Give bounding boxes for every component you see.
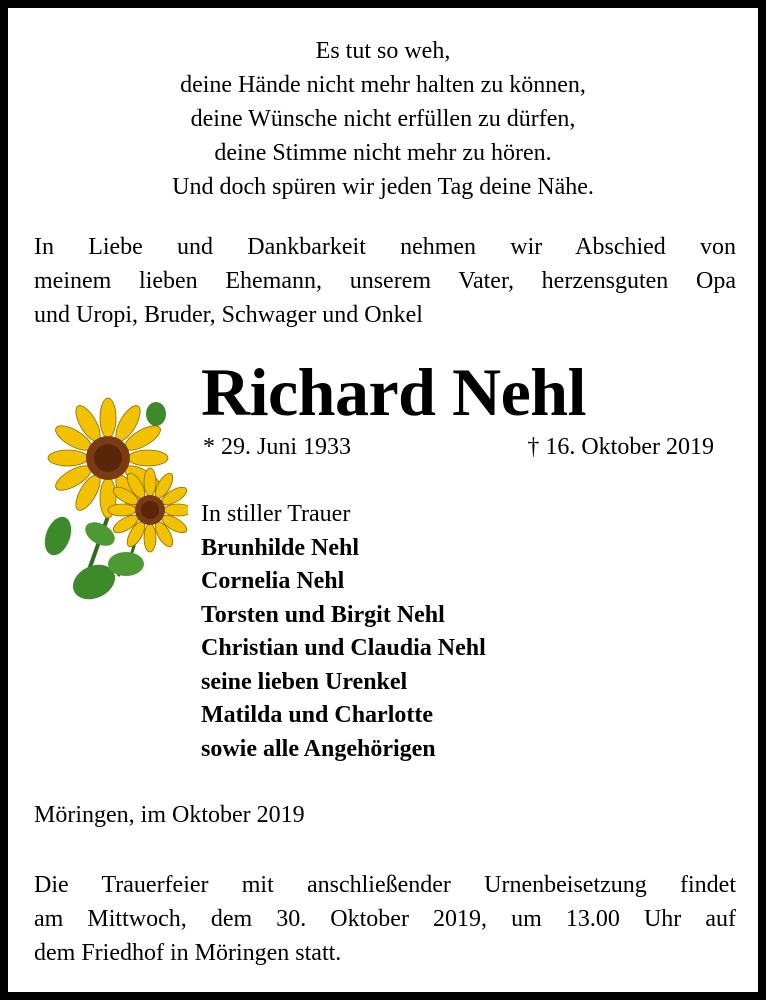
mourner-name: seine lieben Urenkel xyxy=(201,668,408,695)
poem-line: deine Stimme nicht mehr zu hören. xyxy=(214,140,552,166)
poem-line: deine Hände nicht mehr halten zu können, xyxy=(180,72,586,98)
intro-text xyxy=(34,230,736,332)
poem-line: deine Wünsche nicht erfüllen zu dürfen, xyxy=(190,106,576,132)
intro-line: meinem lieben Ehemann, unserem Vater, herzensguten Opa xyxy=(34,268,736,294)
mourners-heading: In stiller Trauer xyxy=(201,501,351,527)
death-date: † 16. Oktober 2019 xyxy=(527,434,714,460)
service-info xyxy=(34,868,736,970)
intro-line: und Uropi, Bruder, Schwager und Onkel xyxy=(34,302,423,328)
poem-line: Es tut so weh, xyxy=(315,38,451,64)
mourner-name: Brunhilde Nehl xyxy=(201,534,360,561)
mourner-name: Torsten und Birgit Nehl xyxy=(201,601,445,628)
service-line: am Mittwoch, dem 30. Oktober 2019, um 13.00 Uhr auf xyxy=(34,906,736,932)
mourner-name: Cornelia Nehl xyxy=(201,568,345,594)
obituary-notice xyxy=(8,8,758,992)
service-line: dem Friedhof in Möringen statt. xyxy=(34,940,342,966)
poem xyxy=(8,34,758,204)
deceased-name: Richard Nehl xyxy=(201,354,586,430)
sunflower-icon xyxy=(38,386,188,606)
mourner-name: Christian und Claudia Nehl xyxy=(201,635,486,661)
intro-line: In Liebe und Dankbarkeit nehmen wir Abschied von xyxy=(34,234,736,260)
mourner-name: sowie alle Angehörigen xyxy=(201,735,436,762)
birth-date: * 29. Juni 1933 xyxy=(203,434,352,460)
service-line: Die Trauerfeier mit anschließender Urnenbeisetzung findet xyxy=(34,872,736,898)
mourners-list xyxy=(201,498,486,766)
poem-line: Und doch spüren wir jeden Tag deine Nähe. xyxy=(172,174,594,200)
place-date: Möringen, im Oktober 2019 xyxy=(34,802,305,828)
mourner-name: Matilda und Charlotte xyxy=(201,702,434,728)
